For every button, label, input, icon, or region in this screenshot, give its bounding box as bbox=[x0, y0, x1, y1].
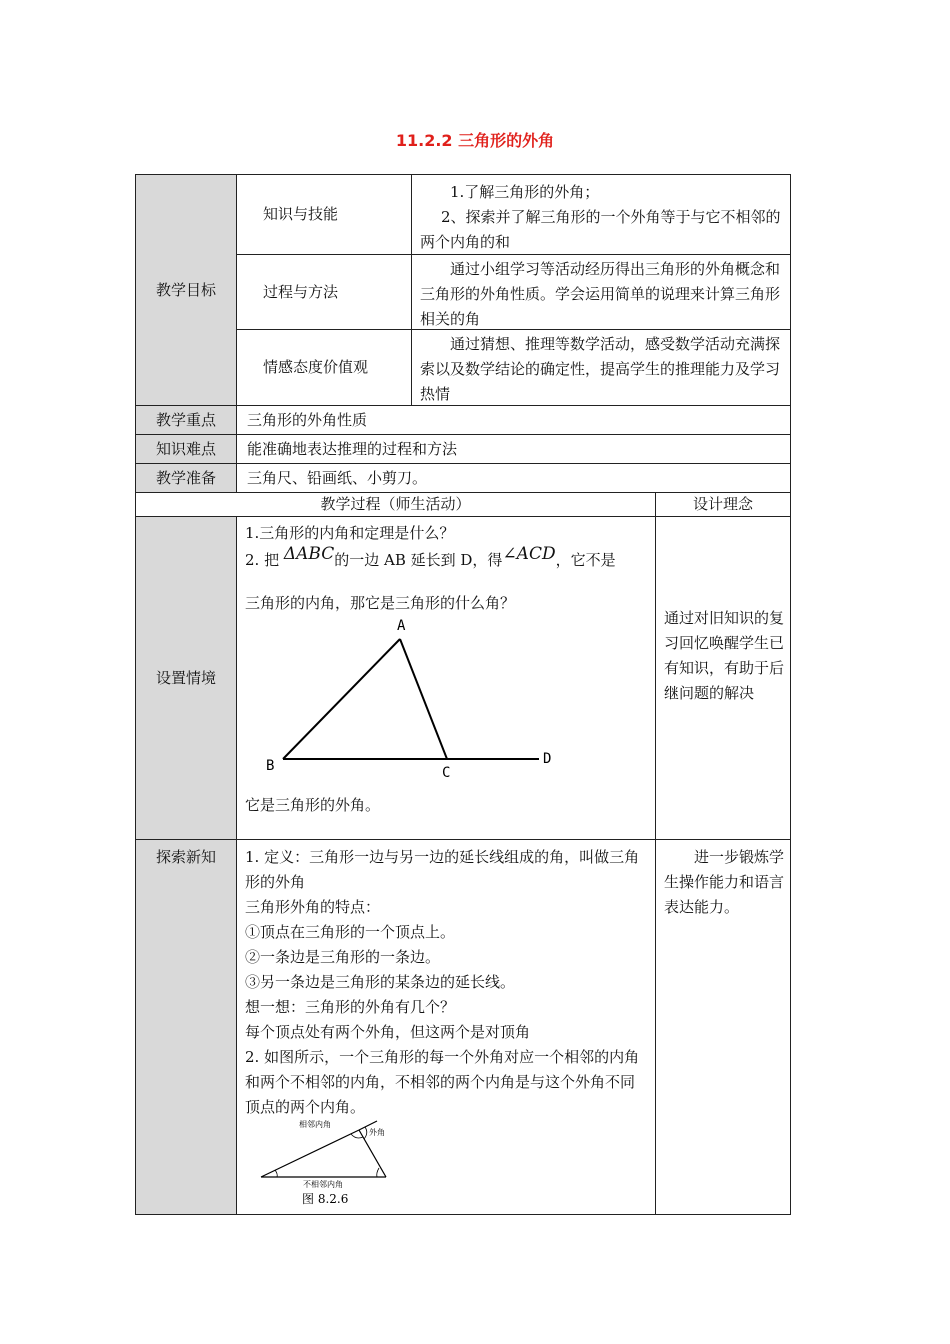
side-ab bbox=[283, 639, 400, 759]
situation-label-cell bbox=[135, 516, 237, 840]
objective-name-cell bbox=[236, 254, 412, 330]
key-point-value-cell bbox=[236, 405, 791, 435]
explore-content-cell bbox=[236, 839, 656, 1215]
objective-content-cell bbox=[411, 329, 791, 406]
preparation-value-cell bbox=[236, 463, 791, 493]
objectives-label: 教学目标 bbox=[155, 280, 216, 299]
objective-name: 过程与方法 bbox=[263, 282, 339, 301]
objective-name-cell bbox=[236, 174, 412, 255]
q2-part-c: ，它不是 bbox=[555, 551, 616, 569]
preparation-label: 教学准备 bbox=[155, 468, 216, 487]
objective-line: 2、探索并了解三角形的一个外角等于与它不相邻的两个内角的和 bbox=[420, 208, 781, 251]
non-adjacent-arc-right bbox=[377, 1168, 379, 1177]
explore-concept: 进一步锻炼学生操作能力和语言表达能力。 bbox=[664, 848, 785, 916]
key-point-label: 教学重点 bbox=[155, 410, 216, 429]
explore-concept-cell bbox=[655, 839, 791, 1215]
explore-label: 探索新知 bbox=[155, 848, 216, 866]
exterior-angle-figure bbox=[257, 617, 567, 782]
explore-line: 1. 定义：三角形一边与另一边的延长线组成的角，叫做三角形的外角 bbox=[245, 848, 640, 891]
non-adjacent-angle-label: 不相邻内角 bbox=[303, 1180, 343, 1189]
preparation-label-cell bbox=[135, 463, 237, 493]
q2-part-b: 的一边 AB 延长到 D，得 bbox=[334, 551, 503, 569]
exterior-angle-arc bbox=[364, 1127, 367, 1139]
vertex-a-label: A bbox=[397, 618, 406, 634]
process-header-activity: 教学过程（师生活动） bbox=[320, 495, 471, 513]
explore-line: 每个顶点处有两个外角，但这两个是对顶角 bbox=[245, 1023, 531, 1041]
triangle-side-left bbox=[261, 1130, 359, 1177]
objective-name-cell bbox=[236, 329, 412, 406]
q2-part-a: 2. 把 bbox=[245, 551, 280, 569]
difficulty-label-cell bbox=[135, 434, 237, 464]
situation-content-cell bbox=[236, 516, 656, 840]
vertex-c-label: C bbox=[442, 765, 451, 781]
side-ac bbox=[400, 639, 447, 759]
explore-line: ①顶点在三角形的一个顶点上。 bbox=[245, 923, 456, 941]
angle-acd-symbol: ∠ACD bbox=[502, 544, 556, 564]
objective-content-cell bbox=[411, 174, 791, 255]
process-header-cell bbox=[135, 492, 656, 517]
exterior-angle-label: 外角 bbox=[369, 1128, 385, 1137]
triangle-abc-symbol: ΔABC bbox=[283, 544, 335, 564]
situation-label: 设置情境 bbox=[155, 668, 216, 687]
situation-concept: 通过对旧知识的复习回忆唤醒学生已有知识，有助于后继问题的解决 bbox=[664, 609, 785, 702]
objectives-label-cell bbox=[135, 174, 237, 406]
situation-question-2-cont: 三角形的内角，那它是三角形的什么角？ bbox=[245, 594, 516, 612]
objective-line: 通过猜想、推理等数学活动，感受数学活动充满探索以及数学结论的确定性，提高学生的推理能力及学习热情 bbox=[420, 335, 781, 403]
process-header-concept: 设计理念 bbox=[692, 495, 753, 513]
explore-line: 想一想：三角形的外角有几个？ bbox=[245, 998, 456, 1016]
explore-label-cell bbox=[135, 839, 237, 1215]
difficulty-value: 能准确地表达推理的过程和方法 bbox=[247, 439, 458, 458]
objective-content-cell bbox=[411, 254, 791, 330]
difficulty-value-cell bbox=[236, 434, 791, 464]
non-adjacent-arc-left bbox=[275, 1170, 277, 1177]
key-point-label-cell bbox=[135, 405, 237, 435]
concept-header-cell bbox=[655, 492, 791, 517]
figure-caption: 图 8.2.6 bbox=[302, 1192, 349, 1206]
adjacent-angles-figure bbox=[255, 1118, 405, 1210]
objective-name: 知识与技能 bbox=[263, 205, 339, 223]
explore-line: 三角形外角的特点： bbox=[245, 898, 381, 916]
situation-question-2 bbox=[245, 544, 647, 573]
key-point-value: 三角形的外角性质 bbox=[247, 410, 368, 429]
vertex-d-label: D bbox=[543, 751, 552, 767]
situation-question-1: 1.三角形的内角和定理是什么？ bbox=[245, 524, 455, 542]
page-title: 11.2.2 三角形的外角 bbox=[395, 131, 555, 150]
situation-concept-cell bbox=[655, 516, 791, 840]
triangle-side-right bbox=[359, 1130, 386, 1177]
explore-line: ②一条边是三角形的一条边。 bbox=[245, 948, 441, 966]
preparation-value: 三角尺、铅画纸、小剪刀。 bbox=[247, 468, 428, 487]
objective-name: 情感态度价值观 bbox=[263, 358, 369, 376]
vertex-b-label: B bbox=[266, 758, 275, 774]
objective-line: 1.了解三角形的外角； bbox=[450, 183, 600, 201]
explore-line: ③另一条边是三角形的某条边的延长线。 bbox=[245, 973, 516, 991]
adjacent-angle-label: 相邻内角 bbox=[299, 1120, 331, 1129]
explore-line: 2. 如图所示，一个三角形的每一个外角对应一个相邻的内角和两个不相邻的内角，不相邻的两个内角是与这个外角不同顶点的两个内角。 bbox=[245, 1048, 640, 1116]
situation-answer: 它是三角形的外角。 bbox=[245, 796, 381, 814]
objective-line: 通过小组学习等活动经历得出三角形的外角概念和三角形的外角性质。学会运用简单的说理来计算三角形相关的角 bbox=[420, 260, 781, 328]
difficulty-label: 知识难点 bbox=[155, 439, 216, 458]
